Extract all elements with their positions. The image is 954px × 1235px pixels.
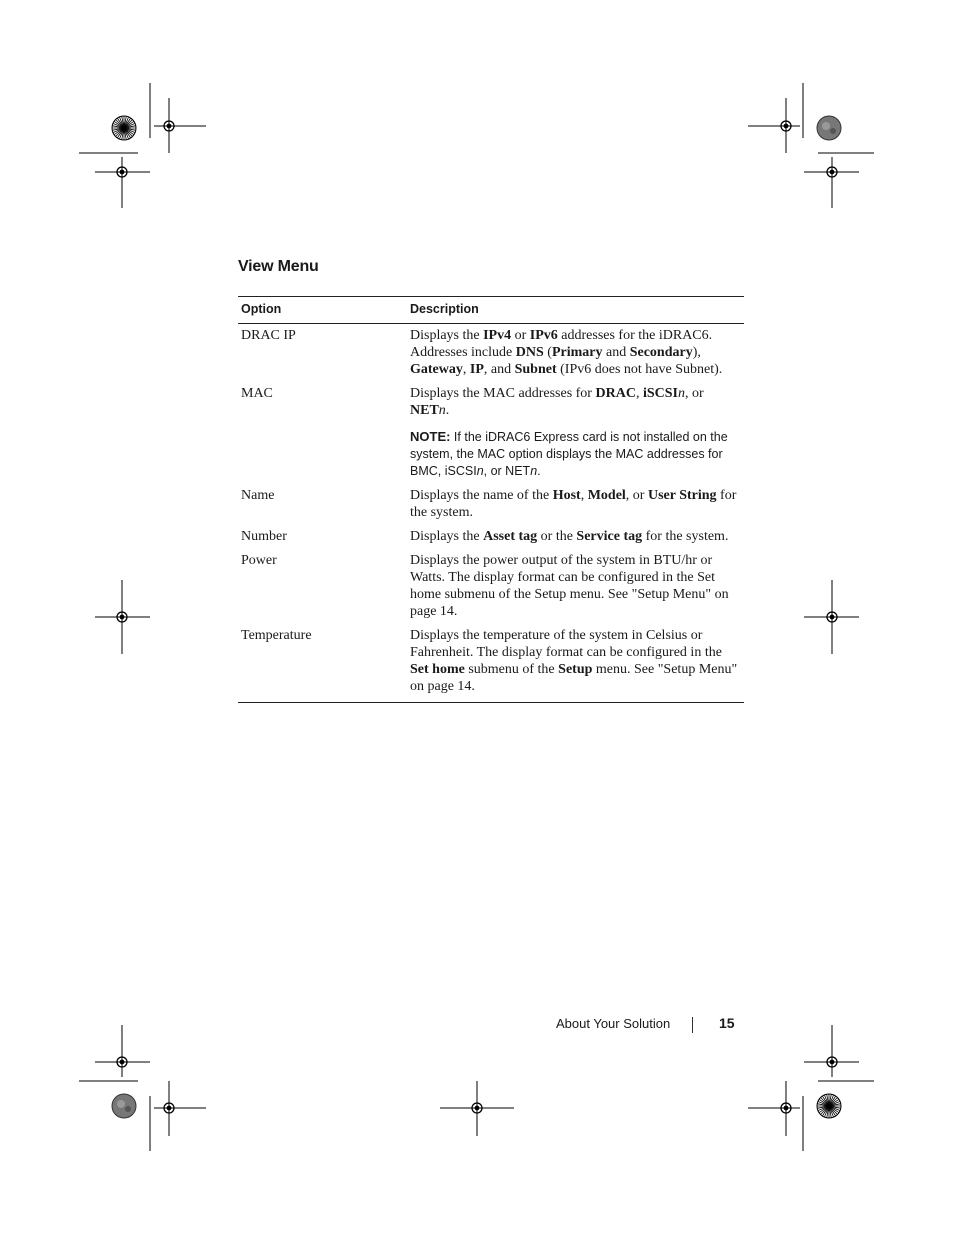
page-number: 15 <box>719 1015 735 1031</box>
option-cell: DRAC IP <box>241 328 296 343</box>
option-cell: Temperature <box>238 625 407 703</box>
option-cell: Power <box>241 553 277 568</box>
option-cell: Name <box>241 488 275 503</box>
option-cell: MAC <box>241 386 273 401</box>
note <box>410 428 742 480</box>
description-cell: Displays the name of the Host, Model, or User String for the system. <box>410 488 737 520</box>
option-cell: Number <box>241 529 287 544</box>
column-header-description: Description <box>407 297 744 324</box>
note-text: If the iDRAC6 Express card is not installed on the system, the MAC option displays the MAC addresses for BMC, iSCSIn, or NETn. <box>410 430 728 478</box>
table-row <box>238 526 744 550</box>
description-cell <box>407 383 744 485</box>
description-cell: Displays the Asset tag or the Service tag for the system. <box>410 529 729 544</box>
description-cell: Displays the temperature of the system in Celsius or Fahrenheit. The display format can be configured in the Set home submenu of the Setup menu. See "Setup Menu" on page 14. <box>407 625 744 703</box>
table-header-row <box>238 297 744 324</box>
view-menu-table <box>238 296 744 703</box>
footer-divider <box>692 1017 693 1033</box>
description-cell: Displays the power output of the system in BTU/hr or Watts. The display format can be configured in the Set home submenu of the Setup menu. See "Setup Menu" on page 14. <box>410 553 729 619</box>
table-row <box>238 324 744 384</box>
description-cell: Displays the IPv4 or IPv6 addresses for the iDRAC6. Addresses include DNS (Primary and Secondary), Gateway, IP, and Subnet (IPv6 does not have Subnet). <box>410 328 723 377</box>
table-row <box>238 625 744 703</box>
column-header-option: Option <box>238 297 407 324</box>
note-label: NOTE: <box>410 429 451 444</box>
table-row <box>238 383 744 485</box>
section-title: View Menu <box>238 258 319 275</box>
footer-chapter-title: About Your Solution <box>556 1016 671 1031</box>
description-text: Displays the MAC addresses for DRAC, iSCSIn, or NETn. <box>410 386 704 418</box>
table-row <box>238 550 744 625</box>
table-row <box>238 485 744 526</box>
